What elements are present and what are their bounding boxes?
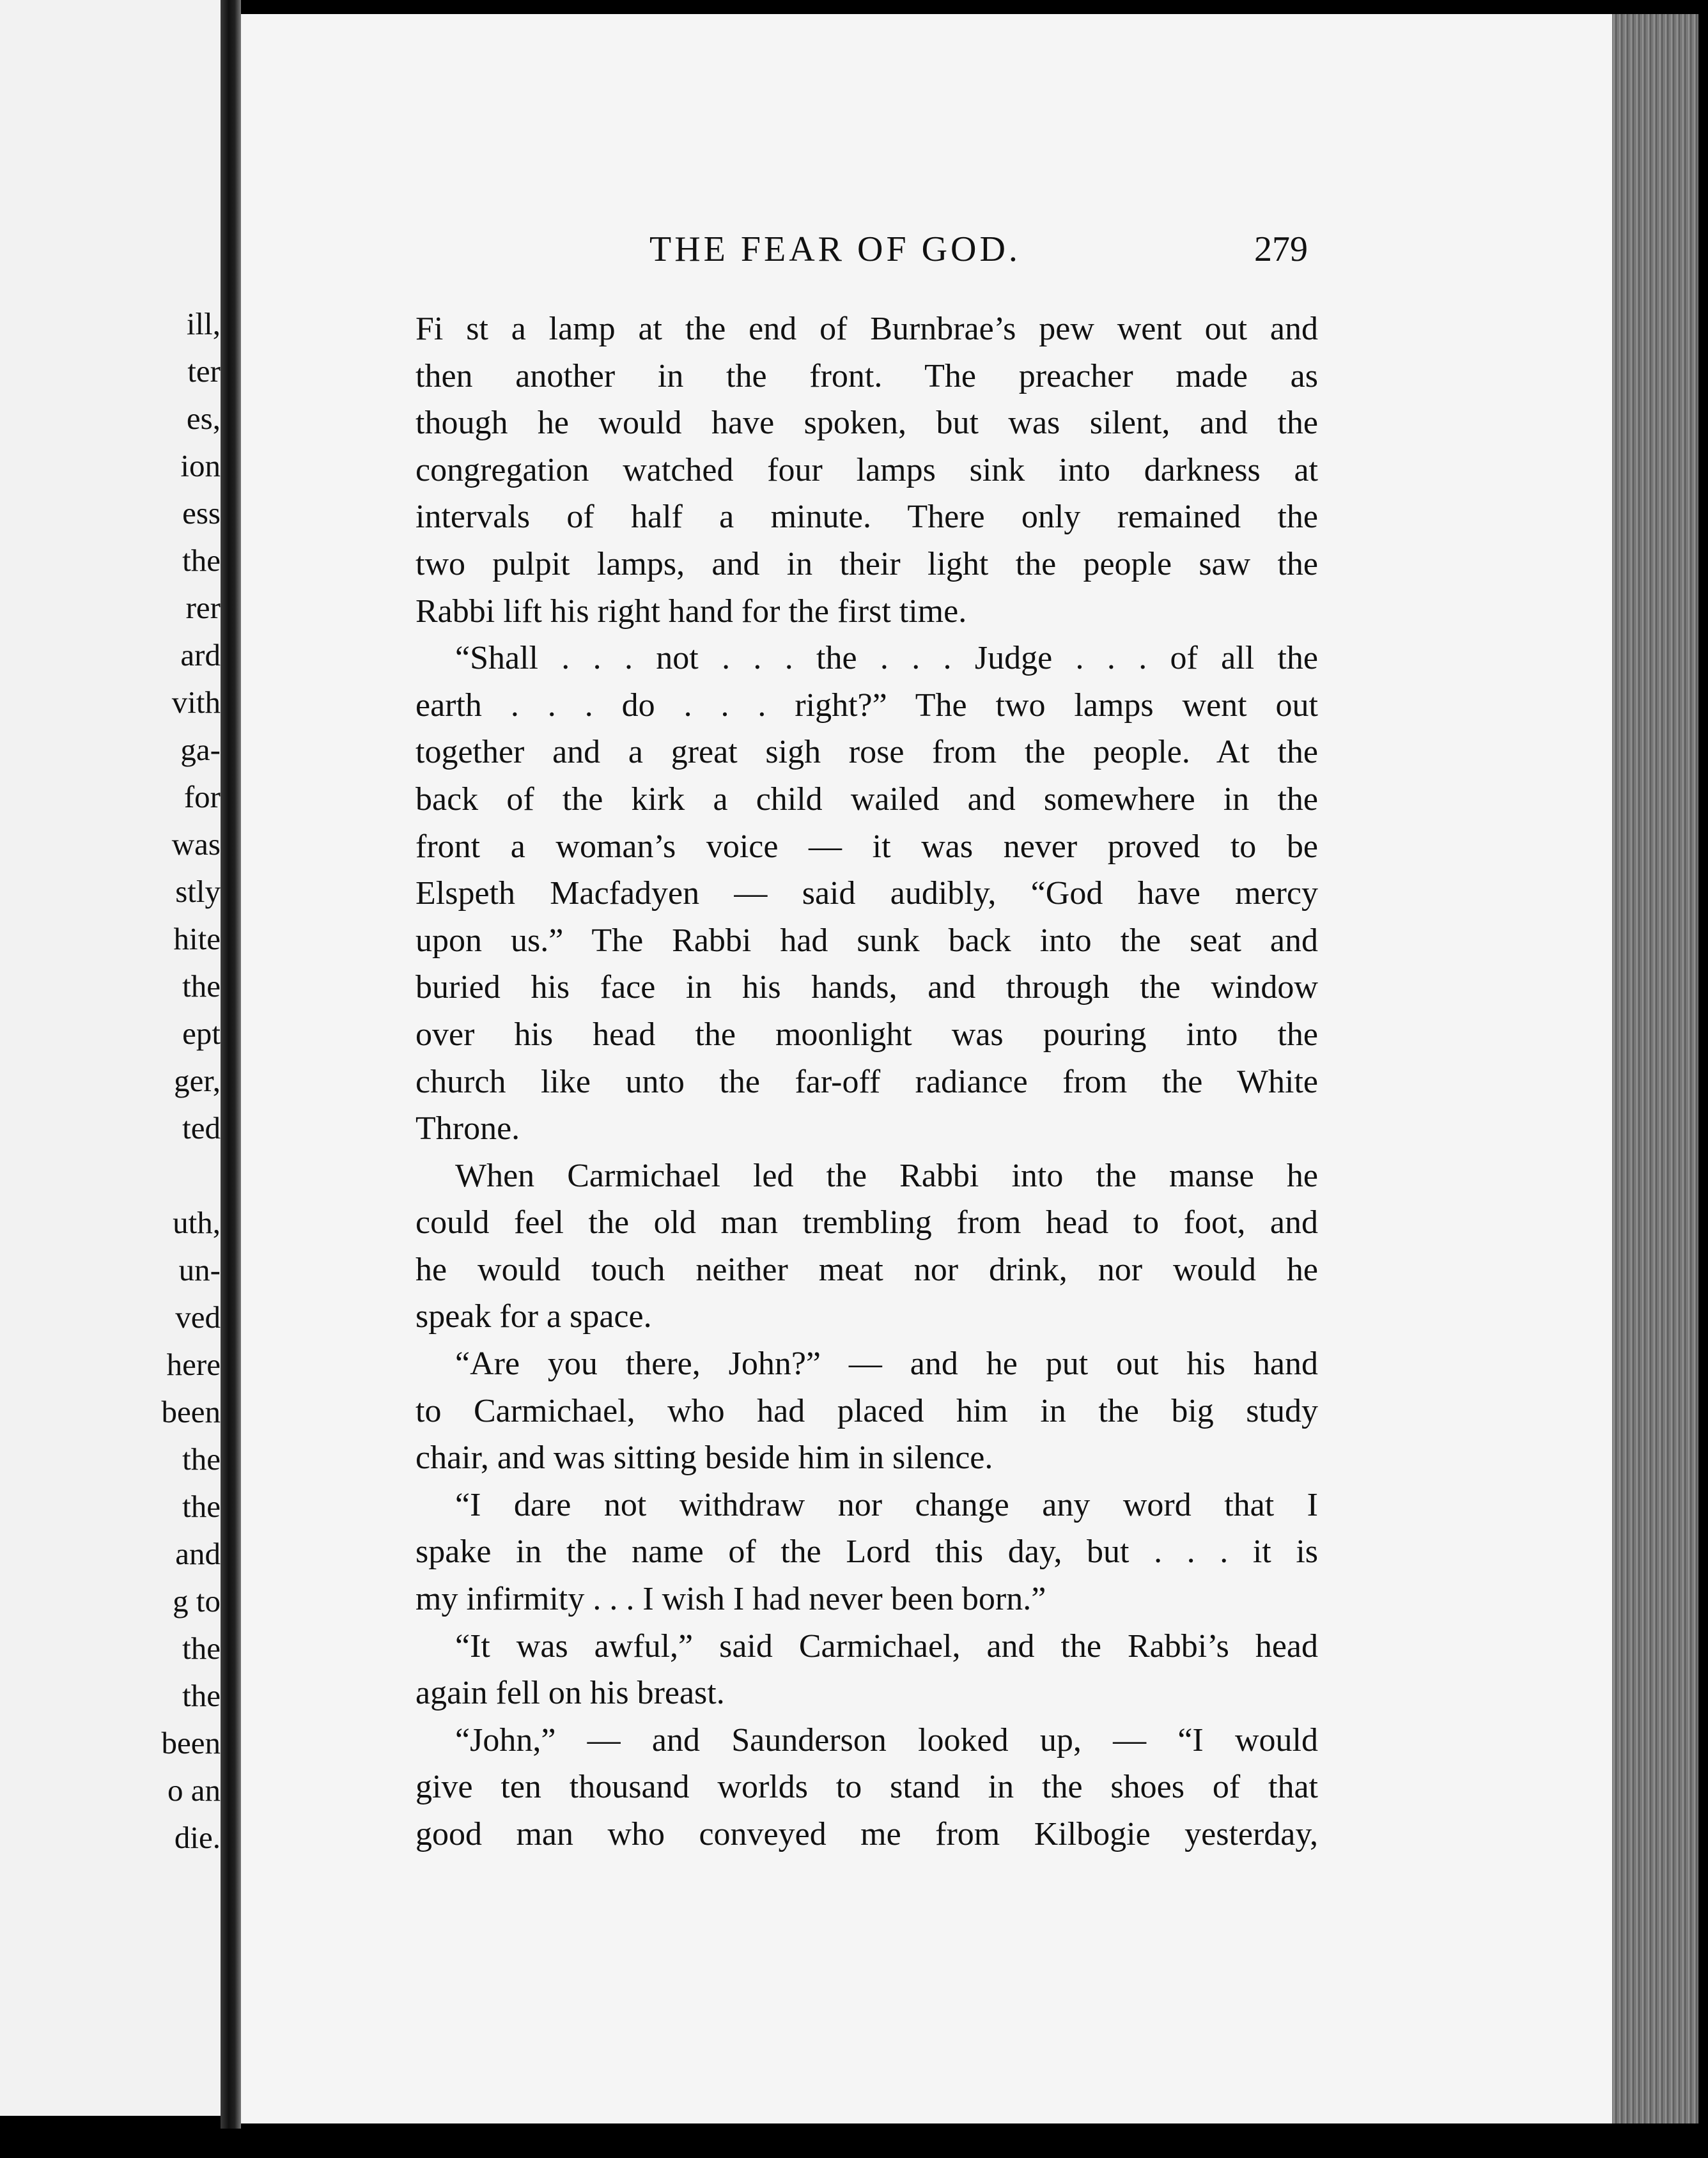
facing-page-fragment: the: [182, 1678, 221, 1713]
page-number: 279: [1254, 229, 1308, 269]
facing-page-fragment: ga-: [180, 732, 221, 767]
facing-page-fragment: been: [161, 1394, 221, 1429]
facing-page-fragment: stly: [175, 874, 221, 909]
facing-page-fragment: g to: [173, 1583, 221, 1618]
text-line: “Are you there, John?” — and he put out his hand: [455, 1346, 1318, 1383]
facing-page-fragment: ard: [180, 637, 221, 672]
text-line: though he would have spoken, but was silent, and the: [415, 405, 1318, 442]
text-line: “John,” — and Saunderson looked up, — “I would: [455, 1721, 1318, 1758]
text-line: then another in the front. The preacher made as: [415, 357, 1318, 394]
facing-page-fragment: and: [175, 1536, 221, 1571]
text-line: church like unto the far-off radiance from the White: [415, 1063, 1318, 1100]
text-line: give ten thousand worlds to stand in the shoes of that: [415, 1769, 1318, 1806]
text-line: congregation watched four lamps sink into darkness at: [415, 451, 1318, 488]
text-line: again fell on his breast.: [415, 1675, 725, 1712]
text-line: “It was awful,” said Carmichael, and the Rabbi’s head: [455, 1627, 1318, 1665]
facing-page-fragment: un-: [178, 1252, 221, 1287]
text-line: good man who conveyed me from Kilbogie yesterday,: [415, 1816, 1318, 1852]
facing-page-fragment: for: [183, 779, 221, 814]
facing-page-fragment: hite: [173, 921, 221, 956]
facing-page-fragment: uth,: [173, 1205, 221, 1240]
running-header-title: THE FEAR OF GOD.: [649, 229, 1021, 269]
facing-page-fragment: the: [182, 1631, 221, 1666]
facing-page-fragment: ept: [182, 1016, 221, 1051]
text-line: to Carmichael, who had placed him in the big study: [415, 1392, 1318, 1429]
text-line: Rabbi lift his right hand for the first time.: [415, 593, 967, 630]
facing-page-fragment: ess: [182, 495, 221, 531]
text-line: spake in the name of the Lord this day, but . . . it is: [415, 1533, 1318, 1571]
text-line: front a woman’s voice — it was never proved to be: [415, 828, 1318, 865]
facing-page-fragment: the: [182, 968, 221, 1004]
facing-page-fragment: die.: [174, 1820, 221, 1855]
facing-page-fragment: ted: [182, 1110, 221, 1145]
text-line: Elspeth Macfadyen — said audibly, “God have mercy: [415, 875, 1318, 912]
facing-page-fragment: es,: [186, 401, 221, 436]
text-line: intervals of half a minute. There only remained the: [415, 499, 1318, 536]
facing-page-fragment: here: [166, 1347, 221, 1382]
text-line: over his head the moonlight was pouring into the: [415, 1016, 1318, 1053]
text-line: “I dare not withdraw nor change any word that I: [455, 1486, 1318, 1523]
facing-page-fragment: ion: [180, 448, 221, 483]
facing-page-fragment: the: [182, 543, 221, 578]
text-line: two pulpit lamps, and in their light the people saw the: [415, 545, 1318, 582]
text-line: Throne.: [415, 1110, 520, 1147]
text-line: could feel the old man trembling from head to foot, and: [415, 1204, 1318, 1241]
book-gutter: [221, 0, 241, 2129]
facing-page-fragment: rer: [185, 590, 221, 625]
text-line: earth . . . do . . . right?” The two lamps went out: [415, 687, 1318, 724]
text-line: Fi st a lamp at the end of Burnbrae’s pew went out and: [415, 311, 1318, 347]
facing-page-fragment: o an: [167, 1773, 221, 1808]
body-text: [415, 306, 1318, 1858]
facing-page-fragment: the: [182, 1489, 221, 1524]
text-line: chair, and was sitting beside him in silence.: [415, 1440, 993, 1477]
text-line: he would touch neither meat nor drink, nor would he: [415, 1251, 1318, 1288]
text-line: together and a great sigh rose from the people. At the: [415, 734, 1318, 771]
text-line: back of the kirk a child wailed and somewhere in the: [415, 780, 1318, 818]
facing-page-fragment: been: [161, 1725, 221, 1760]
facing-page-fragment: ved: [175, 1300, 221, 1335]
text-line: upon us.” The Rabbi had sunk back into the seat and: [415, 922, 1318, 959]
text-line: “Shall . . . not . . . the . . . Judge . . . of all the: [455, 640, 1318, 677]
facing-page-fragment: vith: [171, 685, 221, 720]
facing-page-fragment: ger,: [174, 1063, 221, 1098]
facing-page-fragment: ter: [187, 353, 221, 389]
facing-page-left: [0, 0, 221, 2116]
text-line: my infirmity . . . I wish I had never been born.”: [415, 1581, 1046, 1618]
facing-page-fragment: ill,: [186, 306, 221, 341]
text-line: speak for a space.: [415, 1298, 652, 1335]
text-line: When Carmichael led the Rabbi into the manse he: [455, 1157, 1318, 1194]
text-line: buried his face in his hands, and through the window: [415, 969, 1318, 1006]
facing-page-fragment: was: [171, 827, 221, 862]
facing-page-fragment: the: [182, 1441, 221, 1477]
page-block-edge: [1612, 14, 1698, 2123]
